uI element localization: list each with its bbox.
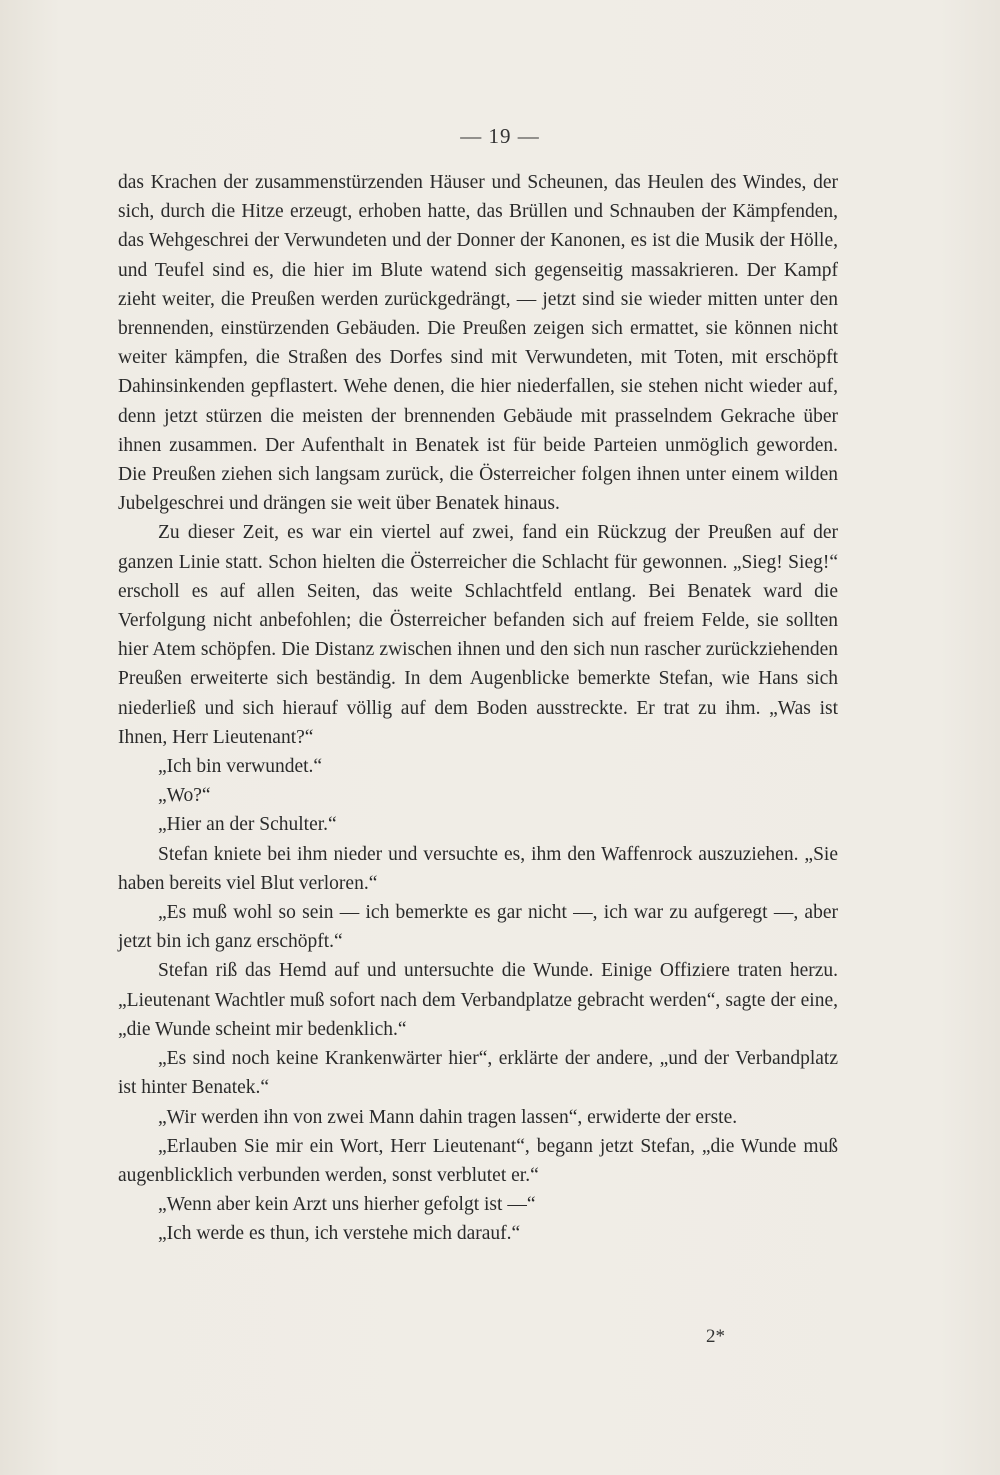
paragraph: „Erlauben Sie mir ein Wort, Herr Lieutenant“, begann jetzt Stefan, „die Wunde muß augenblicklich verbunden werden, sonst verblutet er.“ <box>118 1135 838 1186</box>
paragraph: „Hier an der Schulter.“ <box>158 814 337 836</box>
body-text <box>118 168 838 1249</box>
paragraph: „Ich werde es thun, ich verstehe mich darauf.“ <box>158 1223 521 1245</box>
paragraph: „Es sind noch keine Krankenwärter hier“, erklärte der andere, „und der Verbandplatz ist hinter Benatek.“ <box>118 1048 838 1099</box>
paragraph: Stefan kniete bei ihm nieder und versuchte es, ihm den Waffenrock auszuziehen. „Sie haben bereits viel Blut verloren.“ <box>118 843 838 894</box>
paragraph: „Ich bin verwundet.“ <box>158 756 323 778</box>
paragraph: „Wir werden ihn von zwei Mann dahin tragen lassen“, erwiderte der erste. <box>158 1106 738 1128</box>
paragraph: Stefan riß das Hemd auf und untersuchte die Wunde. Einige Offiziere traten herzu. „Lieutenant Wachtler muß sofort nach dem Verbandplatze gebracht werden“, sagte der eine, „die Wunde scheint mir bedenklich.“ <box>118 960 838 1040</box>
paragraph: Zu dieser Zeit, es war ein viertel auf zwei, fand ein Rückzug der Preußen auf der ganzen Linie statt. Schon hielten die Österreicher die Schlacht für gewonnen. „Sieg! Sieg!“ erscholl es auf allen Seiten, das weite Schlachtfeld entlang. Bei Benatek ward die Verfolgung nicht anbefohlen; die Österreicher befanden sich auf freiem Felde, sie sollten hier Atem schöpfen. Die Distanz zwischen ihnen und den sich nun rascher zurückziehenden Preußen erweiterte sich beständig. In dem Augenblicke bemerkte Stefan, wie Hans sich niederließ und sich hierauf völlig auf dem Boden ausstreckte. Er trat zu ihm. „Was ist Ihnen, Herr Lieutenant?“ <box>118 522 838 748</box>
page-number: — 19 — <box>460 124 540 148</box>
paragraph: „Wenn aber kein Arzt uns hierher gefolgt ist —“ <box>158 1194 536 1216</box>
paragraph: „Es muß wohl so sein — ich bemerkte es gar nicht —, ich war zu aufgeregt —, aber jetzt bin ich ganz erschöpft.“ <box>118 902 838 953</box>
signature-mark: 2* <box>706 1326 725 1347</box>
paragraph: das Krachen der zusammenstürzenden Häuser und Scheunen, das Heulen des Windes, der sich, durch die Hitze erzeugt, erhoben hatte, das Brüllen und Schnauben der Kämpfenden, das Wehgeschrei der Verwundeten und der Donner der Kanonen, es ist die Musik der Hölle, und Teufel sind es, die hier im Blute watend sich gegenseitig massakrieren. Der Kampf zieht weiter, die Preußen werden zurückgedrängt, — jetzt sind sie wieder mitten unter den brennenden, einstürzenden Gebäuden. Die Preußen zeigen sich ermattet, sie können nicht weiter kämpfen, die Straßen des Dorfes sind mit Verwundeten, mit Toten, mit erschöpft Dahinsinkenden gepflastert. Wehe denen, die hier niederfallen, sie stehen nicht wieder auf, denn jetzt stürzen die meisten der brennenden Gebäude mit prasselndem Gekrache über ihnen zusammen. Der Aufenthalt in Benatek ist für beide Parteien unmöglich geworden. Die Preußen ziehen sich langsam zurück, die Österreicher folgen ihnen unter einem wilden Jubelgeschrei und drängen sie weit über Benatek hinaus. <box>118 172 838 515</box>
paragraph: „Wo?“ <box>158 785 211 807</box>
